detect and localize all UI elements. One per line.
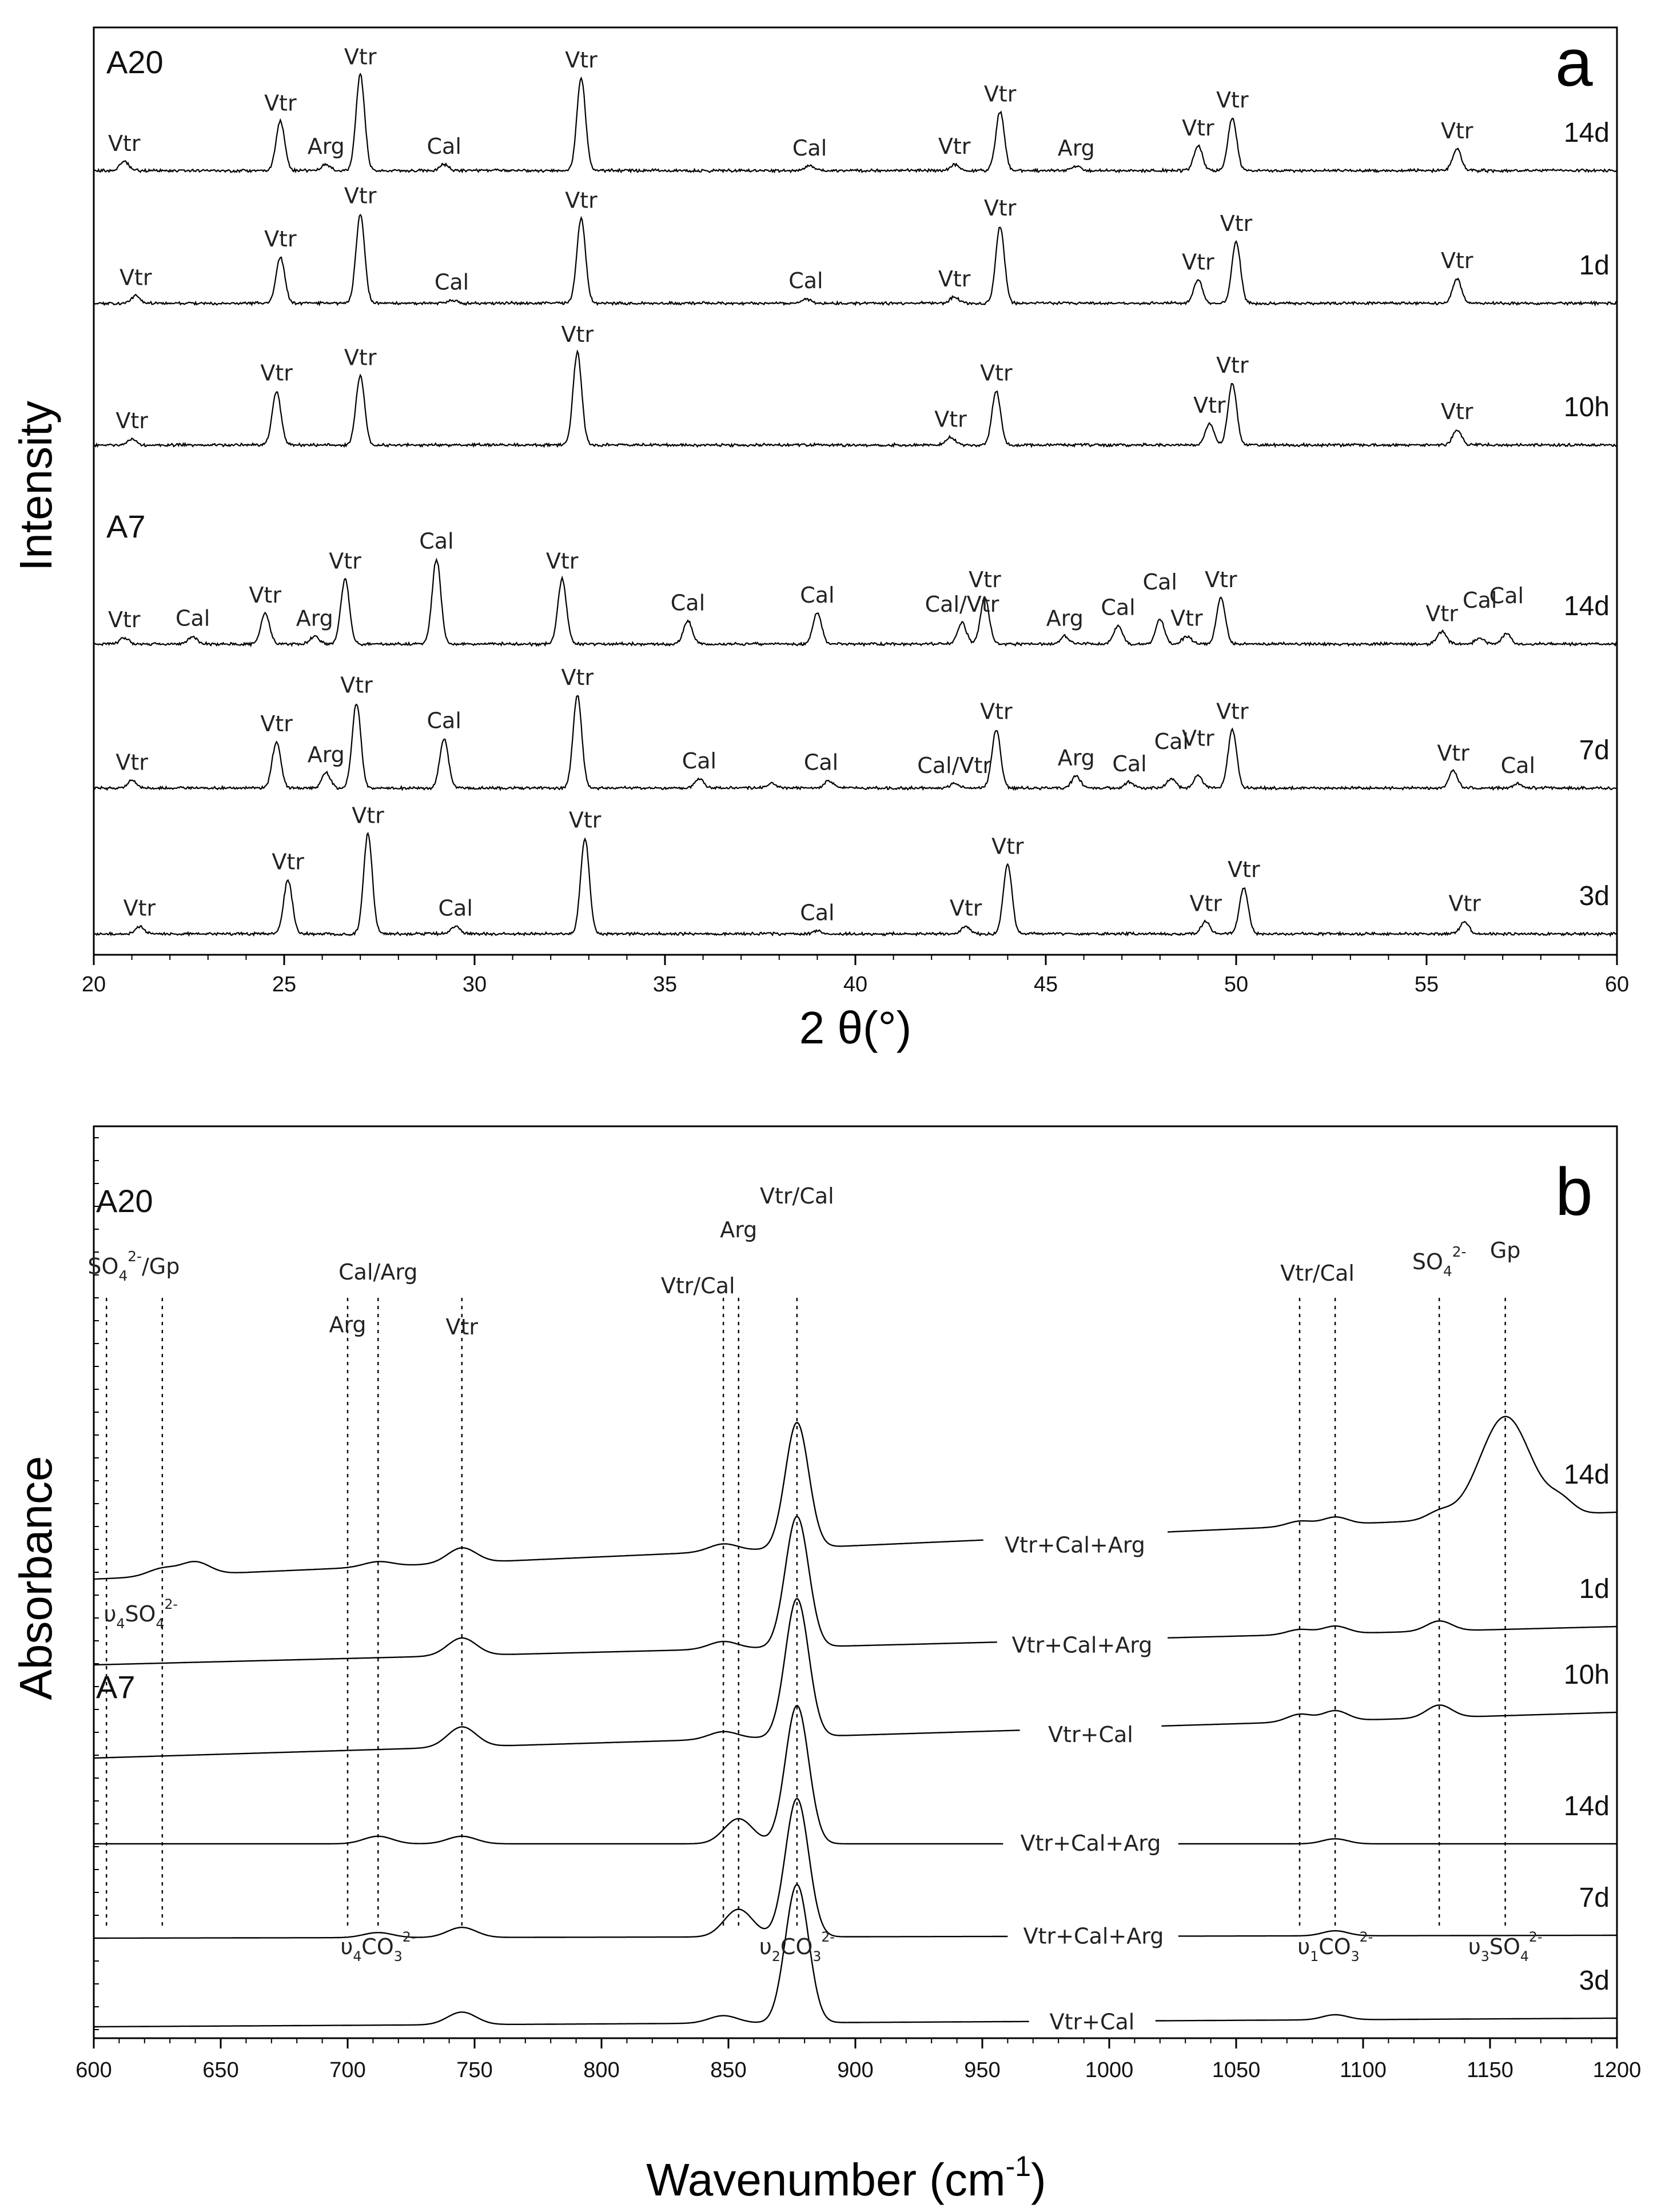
label-part: 3: [1351, 1948, 1360, 1964]
peak-label: Cal: [670, 590, 706, 616]
sample-group-label: A20: [96, 1183, 153, 1219]
panel-b-x-label: [646, 2150, 1046, 2205]
peak-label: Vtr: [1437, 740, 1469, 766]
ftir-series-A20-1d: [94, 1517, 997, 1665]
sample-group-label: A7: [106, 508, 146, 544]
peak-label: Vtr: [1193, 393, 1226, 419]
peak-label: Vtr: [260, 711, 293, 736]
peak-label: Cal: [1112, 751, 1147, 777]
peak-label: Vtr: [1228, 857, 1260, 882]
vibration-mode-label: [1297, 1929, 1373, 1964]
peak-label: Vtr: [344, 183, 377, 209]
peak-label: Cal: [434, 269, 469, 295]
x-tick-label: 1200: [1592, 2058, 1642, 2082]
peak-label: Vtr: [565, 188, 597, 213]
label-part: 2-: [1452, 1243, 1467, 1260]
peak-label: Cal/Vtr: [917, 752, 992, 778]
ftir-series-A7-14d: [94, 1705, 1003, 1844]
label-part: Vtr/Cal: [660, 1273, 735, 1298]
panel-a-x-label: 2 θ(°): [799, 1002, 912, 1053]
peak-label: Vtr: [119, 265, 152, 290]
phase-label: Vtr+Cal+Arg: [1005, 1532, 1145, 1558]
series-label: 1d: [1579, 250, 1610, 281]
x-tick-label: 1000: [1085, 2058, 1134, 2082]
x-tick-label: 700: [329, 2058, 366, 2082]
label-part: 4: [116, 1616, 125, 1632]
label-part: 2-: [1359, 1929, 1373, 1945]
panel-b-x-label-main: Wavenumber (cm: [646, 2154, 1006, 2205]
series-label: 14d: [1563, 1791, 1610, 1822]
band-label: [329, 1312, 366, 1337]
x-tick-label: 1150: [1467, 2058, 1513, 2082]
peak-label: Vtr: [561, 322, 594, 347]
band-label: [87, 1248, 180, 1284]
x-tick-label: 900: [837, 2058, 874, 2082]
peak-label: Cal/Vtr: [925, 592, 999, 617]
label-part: 2-: [164, 1596, 178, 1612]
phase-label: Vtr+Cal: [1048, 1722, 1133, 1747]
label-part: 2: [771, 1948, 780, 1964]
peak-label: Cal: [1101, 595, 1136, 620]
peak-label: Vtr: [1182, 726, 1214, 751]
peak-label: Vtr: [1189, 891, 1222, 916]
peak-label: Arg: [307, 742, 345, 767]
peak-label: Vtr: [344, 44, 377, 70]
peak-label: Vtr: [352, 803, 384, 828]
peak-label: Vtr: [983, 81, 1017, 107]
panel-b-x-label-sup: -1: [1005, 2150, 1031, 2182]
ftir-series-A20-1d-tail: [1168, 1621, 1617, 1638]
label-part: 4: [1520, 1948, 1529, 1964]
band-label: [446, 1314, 479, 1340]
peak-label: Vtr: [272, 849, 304, 875]
label-part: SO: [1412, 1249, 1443, 1274]
peak-label: Arg: [307, 134, 345, 160]
vibration-mode-label: [103, 1596, 177, 1632]
peak-label: Vtr: [991, 834, 1024, 859]
series-label: 14d: [1563, 118, 1610, 148]
ftir-series-A20-14d-tail: [1168, 1417, 1617, 1532]
peak-label: Cal: [1463, 588, 1497, 613]
panel-b-x-label-end: ): [1031, 2154, 1046, 2205]
peak-label: Vtr: [249, 583, 281, 608]
peak-label: Cal: [1142, 569, 1177, 595]
peak-label: Cal: [800, 583, 835, 608]
label-part: CO: [1319, 1934, 1351, 1959]
xrd-series-A7-3d: [94, 834, 1617, 936]
xrd-series-A20-10h: [94, 352, 1617, 447]
peak-label: Vtr: [1448, 891, 1481, 916]
peak-label: Cal: [682, 748, 717, 774]
peak-label: Vtr: [561, 665, 594, 690]
panel-b-x-axis: [75, 1138, 1641, 2082]
panel-b-frame: [94, 1126, 1617, 2038]
peak-label: Cal: [803, 750, 839, 775]
x-tick-label: 25: [272, 973, 297, 997]
peak-label: Vtr: [108, 130, 141, 156]
peak-label: Vtr: [568, 807, 602, 833]
peak-label: Vtr: [1441, 248, 1473, 273]
ftir-series-A20-10h: [94, 1599, 1020, 1758]
peak-label: Vtr: [565, 47, 597, 73]
peak-label: Vtr: [969, 567, 1001, 592]
panel-b-letter: b: [1555, 1154, 1593, 1230]
band-label: [661, 1273, 735, 1298]
label-part: υ: [759, 1934, 772, 1959]
label-part: 2-: [821, 1929, 835, 1945]
peak-label: Vtr: [1441, 118, 1473, 144]
label-part: 3: [393, 1948, 403, 1964]
peak-label: Cal: [1154, 728, 1189, 754]
label-part: /Gp: [141, 1254, 180, 1279]
panel-a-letter: a: [1555, 25, 1593, 101]
x-tick-label: 1100: [1340, 2058, 1387, 2082]
peak-label: Vtr: [1205, 567, 1237, 592]
peak-label: Cal: [788, 268, 823, 293]
series-label: 3d: [1579, 881, 1610, 911]
peak-label: Vtr: [1425, 601, 1458, 627]
label-part: Vtr/Cal: [1280, 1261, 1355, 1286]
series-label: 14d: [1563, 591, 1610, 621]
series-label: 14d: [1563, 1460, 1610, 1490]
label-part: 2-: [402, 1929, 416, 1945]
label-part: Arg: [329, 1312, 367, 1337]
peak-label: Cal: [175, 605, 210, 631]
label-part: 3: [1480, 1948, 1489, 1964]
peak-label: Vtr: [344, 345, 377, 370]
x-tick-label: 950: [964, 2058, 1001, 2082]
label-part: 1: [1310, 1948, 1319, 1964]
phase-label: Vtr+Cal: [1049, 2009, 1135, 2035]
peak-label: Vtr: [264, 226, 297, 252]
peak-label: Vtr: [545, 548, 579, 574]
x-tick-label: 35: [652, 973, 678, 997]
peak-label: Vtr: [934, 406, 967, 432]
label-part: υ: [103, 1601, 117, 1627]
panel-a-curves: [94, 74, 1617, 935]
x-tick-label: 650: [202, 2058, 239, 2082]
x-tick-label: 40: [843, 973, 868, 997]
label-part: CO: [780, 1934, 813, 1959]
ftir-series-A7-7d: [94, 1799, 1007, 1938]
label-part: 4: [156, 1616, 165, 1632]
series-label: 10h: [1563, 1660, 1610, 1690]
panel-b-curves: [94, 1417, 1617, 2027]
series-label: 7d: [1579, 1883, 1610, 1913]
label-part: SO: [1489, 1934, 1520, 1959]
peak-label: Vtr: [1441, 399, 1473, 424]
peak-label: Vtr: [938, 266, 971, 292]
sample-group-label: A7: [96, 1669, 136, 1705]
vibration-mode-label: [1468, 1929, 1542, 1964]
label-part: Arg: [720, 1217, 758, 1242]
peak-label: Vtr: [938, 134, 971, 160]
band-label: [1280, 1261, 1355, 1286]
peak-label: Cal: [438, 895, 473, 921]
ftir-series-A7-7d-tail: [1178, 1931, 1617, 1936]
label-part: Vtr/Cal: [760, 1183, 834, 1209]
peak-label: Cal: [792, 135, 827, 161]
panel-a-x-axis: [82, 955, 1629, 997]
band-label: [1412, 1243, 1467, 1280]
panel-b-y-label: Absorbance: [10, 1456, 61, 1700]
peak-label: Vtr: [108, 607, 141, 633]
peak-label: Vtr: [115, 750, 148, 775]
x-tick-label: 55: [1414, 973, 1439, 997]
phase-label: Vtr+Cal+Arg: [1020, 1831, 1161, 1856]
peak-label: Vtr: [1182, 115, 1214, 141]
peak-label: Vtr: [983, 196, 1017, 221]
x-tick-label: 750: [456, 2058, 493, 2082]
label-part: Cal/Arg: [338, 1260, 418, 1285]
x-tick-label: 60: [1604, 973, 1630, 997]
label-part: 2-: [1528, 1929, 1543, 1945]
panel-a-y-label: Intensity: [10, 401, 61, 571]
peak-label: Vtr: [1216, 699, 1249, 724]
sample-group-label: A20: [106, 44, 164, 80]
peak-label: Vtr: [1182, 249, 1214, 275]
vibration-mode-label: [340, 1929, 416, 1964]
peak-label: Vtr: [340, 672, 373, 698]
peak-label: Vtr: [980, 699, 1013, 724]
peak-label: Cal: [427, 134, 461, 160]
ftir-series-A20-10h-tail: [1162, 1705, 1618, 1726]
label-part: 3: [812, 1948, 822, 1964]
peak-label: Vtr: [1170, 605, 1203, 631]
peak-label: Vtr: [980, 360, 1013, 386]
peak-label: Cal: [1489, 583, 1524, 609]
band-label: [1490, 1238, 1521, 1263]
series-label: 3d: [1579, 1966, 1610, 1996]
peak-label: Vtr: [260, 360, 293, 386]
peak-label: Vtr: [1216, 87, 1249, 113]
band-label: [338, 1260, 417, 1285]
label-part: υ: [340, 1934, 353, 1959]
label-part: υ: [1297, 1934, 1310, 1959]
xrd-series-A7-14d: [94, 560, 1617, 646]
label-part: CO: [361, 1934, 394, 1959]
peak-label: Arg: [1057, 135, 1095, 161]
ftir-series-A7-3d-tail: [1156, 2015, 1617, 2021]
phase-label: Vtr+Cal+Arg: [1011, 1632, 1153, 1658]
series-label: 7d: [1579, 735, 1610, 766]
peak-label: Arg: [1046, 605, 1084, 631]
label-part: 2-: [128, 1248, 142, 1265]
peak-label: Vtr: [949, 895, 982, 921]
ftir-series-A7-3d: [94, 1884, 1029, 2027]
x-tick-label: 800: [583, 2058, 620, 2082]
peak-label: Cal: [419, 528, 454, 554]
peak-label: Vtr: [264, 90, 297, 116]
x-tick-label: 850: [710, 2058, 747, 2082]
label-part: SO: [87, 1254, 119, 1279]
peak-label: Arg: [1057, 745, 1095, 771]
peak-label: Arg: [296, 605, 333, 631]
panel-b-annotations: [87, 1183, 1610, 2035]
label-part: 4: [353, 1948, 362, 1964]
x-tick-label: 600: [75, 2058, 112, 2082]
x-tick-label: 30: [462, 973, 487, 997]
peak-label: Cal: [427, 708, 461, 734]
peak-label: Vtr: [123, 895, 156, 921]
xrd-series-A20-1d: [94, 215, 1617, 305]
label-part: SO: [125, 1601, 156, 1627]
peak-label: Vtr: [329, 548, 361, 574]
x-tick-label: 20: [81, 973, 106, 997]
ftir-series-A7-14d-tail: [1178, 1839, 1617, 1844]
x-tick-label: 50: [1224, 973, 1249, 997]
ftir-series-A20-14d: [94, 1422, 983, 1579]
x-tick-label: 45: [1033, 973, 1058, 997]
label-part: 4: [1443, 1263, 1452, 1280]
label-part: Gp: [1489, 1238, 1521, 1263]
label-part: Vtr: [445, 1314, 479, 1340]
vibration-mode-label: [759, 1929, 835, 1964]
series-label: 10h: [1563, 392, 1610, 423]
peak-label: Vtr: [1220, 211, 1253, 236]
peak-label: Vtr: [1216, 353, 1249, 378]
peak-label: Cal: [1500, 752, 1536, 778]
phase-label: Vtr+Cal+Arg: [1023, 1923, 1164, 1949]
peak-label: Vtr: [115, 408, 148, 434]
band-label: [760, 1183, 834, 1209]
label-part: 4: [118, 1268, 128, 1284]
label-part: υ: [1468, 1934, 1481, 1959]
peak-label: Cal: [800, 900, 835, 926]
series-label: 1d: [1579, 1574, 1610, 1604]
x-tick-label: 1050: [1212, 2058, 1261, 2082]
band-label: [720, 1217, 757, 1242]
panel-a-annotations: [106, 44, 1610, 926]
